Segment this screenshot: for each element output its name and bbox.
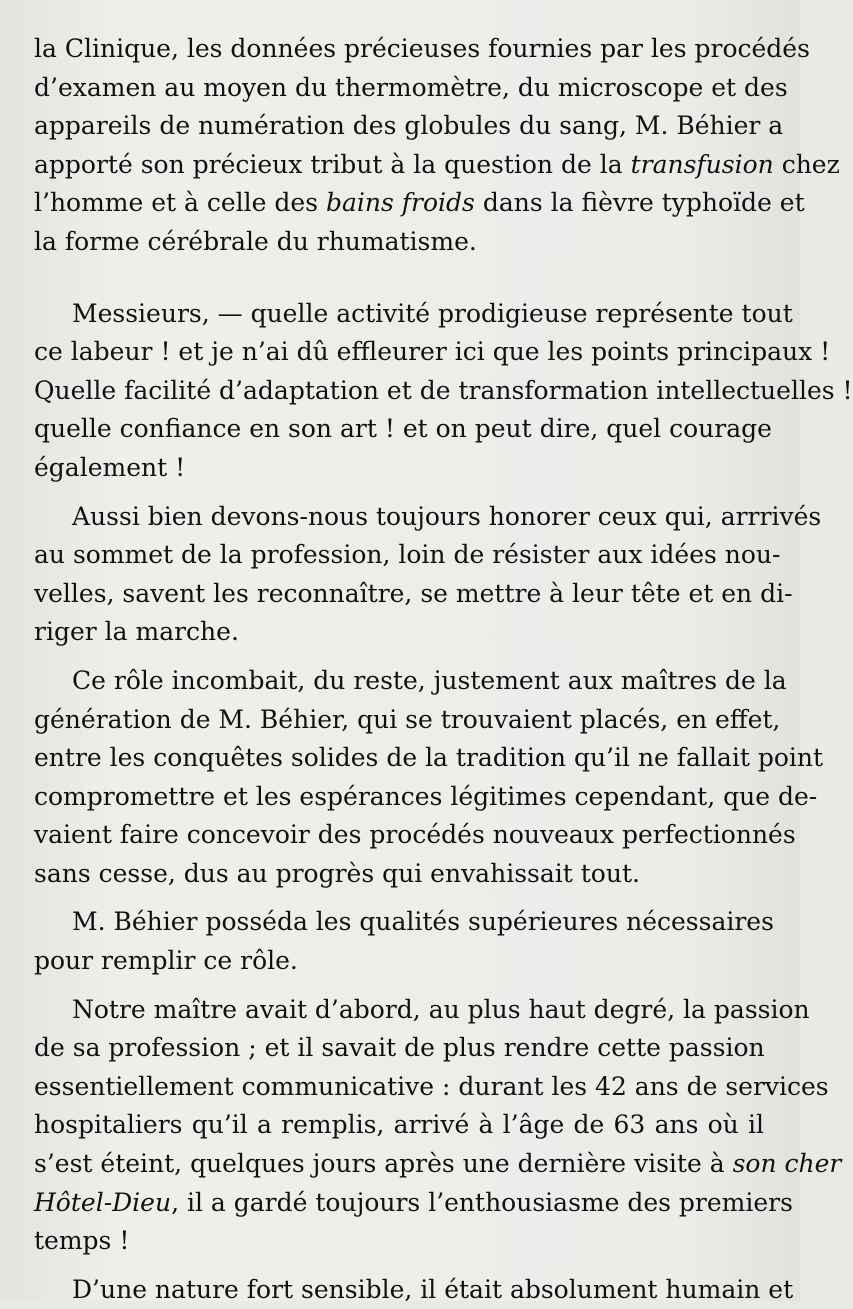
text-run: génération de M. Béhier, qui se trouvaient placés, en effet,	[34, 704, 781, 734]
text-run: Ce rôle incombait, du reste, justement aux maîtres de la	[72, 665, 787, 695]
text-line	[34, 184, 805, 223]
text-line	[34, 942, 764, 981]
text-line	[34, 855, 764, 894]
paragraph	[34, 30, 840, 262]
text-run: essentiellement communicative : durant les 42 ans de services	[34, 1071, 829, 1101]
text-line	[34, 662, 787, 701]
text-run: M. Béhier posséda les qualités supérieures nécessaires	[72, 907, 774, 937]
text-line	[34, 575, 793, 614]
paragraph	[34, 662, 824, 894]
text-line	[34, 333, 831, 372]
text-line	[34, 1271, 794, 1309]
text-run: entre les conquêtes solides de la tradition qu’il ne fallait point	[34, 743, 824, 773]
text-run: apporté son précieux tribut à la question de la	[34, 149, 631, 179]
italic-text: bains froids	[326, 188, 475, 218]
text-line	[34, 146, 840, 185]
text-line	[34, 991, 810, 1030]
body-text	[34, 30, 853, 1309]
text-line	[34, 1106, 764, 1145]
text-run: la Clinique, les données précieuses fournies par les procédés	[34, 34, 810, 63]
paragraph	[34, 903, 774, 980]
text-line	[34, 1029, 764, 1068]
text-run: pour remplir ce rôle.	[34, 946, 298, 976]
text-run: D’une nature fort sensible, il était absolument humain et	[72, 1274, 794, 1304]
text-line	[34, 1145, 842, 1184]
text-line	[34, 778, 818, 817]
text-run: dans la fièvre typhoïde et	[474, 188, 805, 218]
text-run: vaient faire concevoir des procédés nouveaux perfectionnés	[34, 820, 796, 850]
paragraph	[34, 295, 853, 488]
text-run: chez	[773, 149, 840, 179]
text-run: la forme cérébrale du rhumatisme.	[34, 226, 477, 256]
text-line	[34, 701, 781, 740]
text-run: l’homme et à celle des	[34, 188, 326, 218]
text-line	[34, 1068, 829, 1107]
text-run: compromettre et les espérances légitimes cependant, que de-	[34, 781, 818, 811]
text-run: ce labeur ! et je n’ai dû effleurer ici que les points principaux !	[34, 337, 831, 367]
text-run: , il a gardé toujours l’enthousiasme des premiers	[171, 1187, 793, 1217]
text-run: Messieurs, — quelle activité prodigieuse représente tout	[72, 298, 793, 328]
text-run: appareils de numération des globules du sang, M. Béhier a	[34, 111, 784, 141]
text-line	[34, 613, 764, 652]
text-line	[34, 107, 784, 146]
text-run: quelle confiance en son art ! et on peut dire, quel courage	[34, 414, 772, 444]
text-line	[34, 30, 810, 69]
text-line	[34, 739, 824, 778]
text-run: velles, savent les reconnaître, se mettre à leur tête et en di-	[34, 578, 793, 608]
text-run: hospitaliers qu’il a remplis, arrivé à l’âge de 63 ans où il	[34, 1110, 764, 1140]
italic-text: son cher	[732, 1149, 842, 1179]
text-line	[34, 536, 781, 575]
text-run: riger la marche.	[34, 617, 239, 647]
text-line	[34, 223, 764, 262]
text-run: sans cesse, dus au progrès qui envahissait tout.	[34, 858, 640, 888]
text-line	[34, 69, 788, 108]
text-run: Quelle facilité d’adaptation et de transformation intellectuelles !	[34, 375, 853, 405]
paragraph	[34, 991, 842, 1261]
text-line	[34, 1222, 764, 1261]
text-run: Aussi bien devons-nous toujours honorer ceux qui, arrrivés	[72, 501, 822, 531]
text-run: d’examen au moyen du thermomètre, du microscope et des	[34, 72, 788, 102]
text-line	[34, 903, 774, 942]
text-run: de sa profession ; et il savait de plus rendre cette passion	[34, 1033, 765, 1063]
text-line	[34, 1184, 793, 1223]
text-run: s’est éteint, quelques jours après une dernière visite à	[34, 1149, 733, 1179]
text-line	[34, 295, 793, 334]
paragraph	[34, 498, 822, 652]
text-line	[34, 410, 772, 449]
text-line	[34, 816, 796, 855]
text-run: temps !	[34, 1226, 130, 1256]
text-run: au sommet de la profession, loin de résister aux idées nou-	[34, 540, 781, 570]
italic-text: Hôtel-Dieu	[34, 1187, 172, 1217]
text-line	[34, 372, 853, 411]
text-line	[34, 449, 764, 488]
text-line	[34, 498, 822, 537]
text-run: également !	[34, 452, 186, 482]
paragraph	[34, 1271, 794, 1309]
italic-text: transfusion	[630, 149, 774, 179]
text-run: Notre maître avait d’abord, au plus haut degré, la passion	[72, 994, 810, 1024]
